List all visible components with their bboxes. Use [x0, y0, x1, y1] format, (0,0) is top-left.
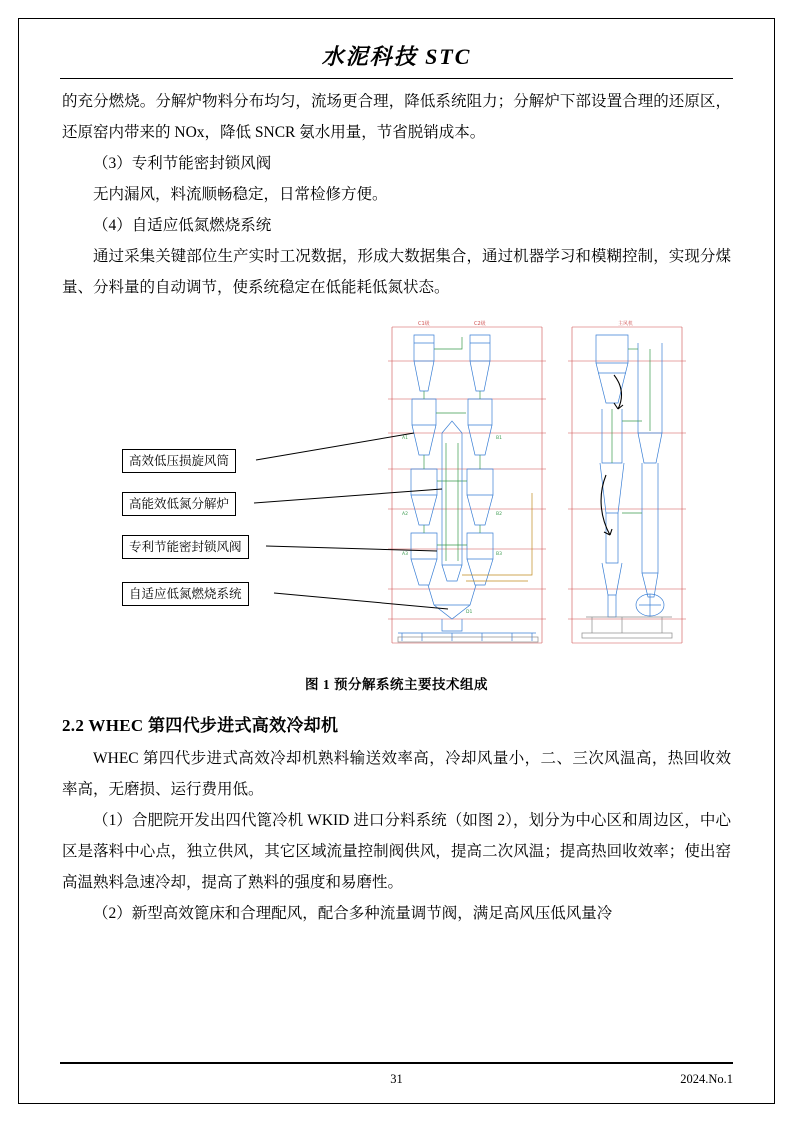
footer-divider: [60, 1062, 733, 1064]
svg-text:主风机: 主风机: [618, 321, 634, 327]
journal-title: 水泥科技 STC: [321, 44, 472, 69]
paragraph: 通过采集关键部位生产实时工况数据，形成大数据集合，通过机器学习和模糊控制，实现分煤量、分料量的自动调节，使系统稳定在低能耗低氮状态。: [62, 248, 731, 296]
paragraph: 无内漏风，料流顺畅稳定，日常检修方便。: [93, 186, 388, 203]
header-divider: [60, 78, 733, 79]
section-heading: 2.2 WHEC 第四代步进式高效冷却机: [62, 716, 339, 735]
callout-box: 专利节能密封锁风阀: [122, 535, 249, 559]
page-header: [60, 40, 733, 71]
paragraph: （4）自适应低氮燃烧系统: [93, 217, 272, 234]
svg-text:B2: B2: [496, 512, 502, 517]
svg-text:A3: A3: [402, 552, 408, 557]
page-number: 31: [390, 1072, 403, 1086]
svg-text:B1: B1: [496, 436, 502, 441]
page-footer: [60, 1072, 733, 1092]
svg-text:C1级: C1级: [418, 321, 430, 327]
figure-caption: 图 1 预分解系统主要技术组成: [305, 677, 488, 692]
svg-text:A1: A1: [402, 436, 408, 441]
svg-text:D1: D1: [466, 610, 473, 615]
callout-box: 自适应低氮燃烧系统: [122, 582, 249, 606]
paragraph: （2）新型高效篦床和合理配风，配合多种流量调节阀，满足高风压低风量冷: [93, 905, 613, 922]
callout-box: 高能效低氮分解炉: [122, 492, 236, 516]
paragraph: （3）专利节能密封锁风阀: [93, 155, 272, 172]
svg-text:C2级: C2级: [474, 321, 486, 327]
svg-text:B3: B3: [496, 552, 502, 557]
paragraph: 的充分燃烧。分解炉物料分布均匀，流场更合理，降低系统阻力；分解炉下部设置合理的还原区，还原窑内带来的 NOx，降低 SNCR 氨水用量，节省脱销成本。: [62, 93, 731, 141]
issue-label: 2024.No.1: [680, 1072, 733, 1086]
page-content: [62, 86, 731, 929]
figure-1: [62, 313, 731, 700]
paragraph: WHEC 第四代步进式高效冷却机熟料输送效率高，冷却风量小，二、三次风温高，热回收效率高，无磨损、运行费用低。: [62, 750, 731, 798]
callout-box: 高效低压损旋风筒: [122, 449, 236, 473]
figure-image: [62, 313, 731, 663]
svg-text:A2: A2: [402, 512, 408, 517]
callout-leader-lines: [62, 313, 731, 663]
paragraph: （1）合肥院开发出四代篦冷机 WKID 进口分料系统（如图 2），划分为中心区和周边区，中心区是落料中心点，独立供风，其它区域流量控制阀供风，提高二次风温；提高热回收效率；使出窑高温熟料急速冷却，提高了熟料的强度和易磨性。: [62, 812, 731, 891]
